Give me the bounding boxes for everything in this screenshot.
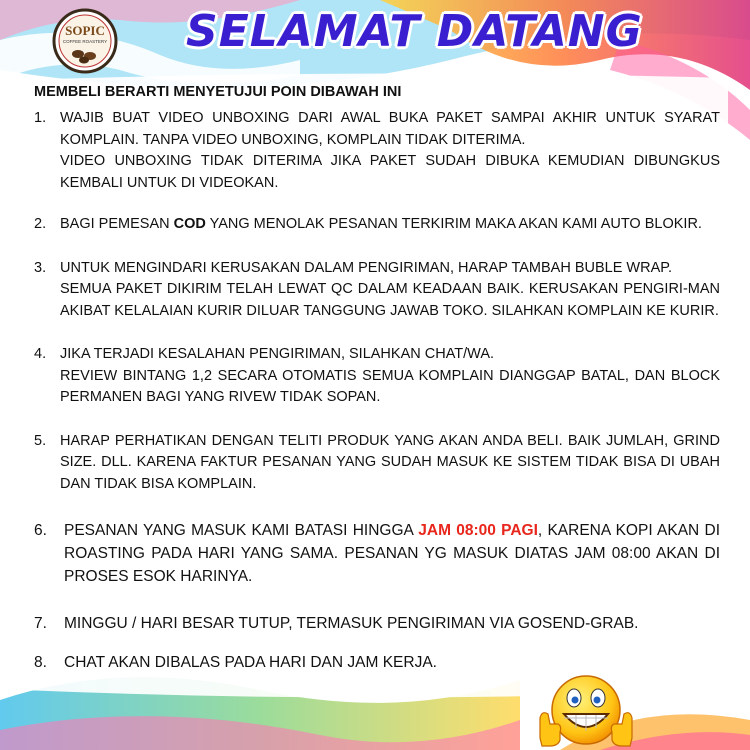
item-number: 4. xyxy=(34,346,47,362)
list-item xyxy=(30,612,720,635)
deadline-highlight: JAM 08:00 PAGI xyxy=(418,522,538,539)
item-text: BAGI PEMESAN xyxy=(60,216,174,232)
list-item xyxy=(30,431,720,496)
item-text: VIDEO UNBOXING TIDAK DITERIMA JIKA PAKET SUDAH DIBUKA KEMUDIAN DIBUNGKUS KEMBALI UNTUK DI VIDEOKAN. xyxy=(60,153,720,191)
list-item xyxy=(30,108,720,194)
item-text: YANG MENOLAK PESANAN TERKIRIM MAKA AKAN KAMI AUTO BLOKIR. xyxy=(205,216,702,232)
item-text: WAJIB BUAT VIDEO UNBOXING DARI AWAL BUKA PAKET SAMPAI AKHIR UNTUK SYARAT KOMPLAIN. TANPA VIDEO UNBOXING, KOMPLAIN TIDAK DITERIMA. xyxy=(60,110,720,148)
logo-text: SOPIC xyxy=(65,23,105,38)
item-text: PESANAN YANG MASUK KAMI BATASI HINGGA xyxy=(64,522,419,539)
rules-list xyxy=(30,108,720,674)
page-title: SELAMAT DATANG xyxy=(186,6,643,57)
item-text: CHAT AKAN DIBALAS PADA HARI DAN JAM KERJA. xyxy=(64,654,437,671)
logo-subtext: COFFEE ROASTERY xyxy=(62,39,108,44)
item-text: MINGGU / HARI BESAR TUTUP, TERMASUK PENGIRIMAN VIA GOSEND-GRAB. xyxy=(64,615,639,632)
item-text: REVIEW BINTANG 1,2 SECARA OTOMATIS SEMUA KOMPLAIN DIANGGAP BATAL, DAN BLOCK PERMANEN BAGI YANG RIVEW TIDAK SOPAN. xyxy=(60,367,720,405)
intro-heading: MEMBELI BERARTI MENYETUJUI POIN DIBAWAH INI xyxy=(34,84,402,100)
item-text: UNTUK MENGINDARI KERUSAKAN DALAM PENGIRIMAN, HARAP TAMBAH BUBLE WRAP. xyxy=(60,259,673,276)
item-number: 5. xyxy=(34,432,47,449)
list-item xyxy=(30,344,720,409)
item-number: 8. xyxy=(34,654,47,671)
list-item xyxy=(30,519,720,588)
item-text: SEMUA PAKET DIKIRIM TELAH LEWAT QC DALAM KEADAAN BAIK. KERUSAKAN PENGIRI-MAN AKIBAT KELALAIAN KURIR DILUAR TANGGUNG JAWAB TOKO. SILAHKAN KOMPLAIN KE KURIR. xyxy=(60,281,720,319)
thumbs-up-smiley-icon xyxy=(536,668,636,750)
item-text: HARAP PERHATIKAN DENGAN TELITI PRODUK YANG AKAN ANDA BELI. BAIK JUMLAH, GRIND SIZE. DLL. KARENA FAKTUR PESANAN YANG SUDAH MASUK KE SISTEM TIDAK BISA DI UBAH DAN TIDAK BISA KOMPLAIN. xyxy=(60,432,720,492)
cod-keyword: COD xyxy=(173,216,206,232)
item-number: 1. xyxy=(34,110,47,126)
item-number: 6. xyxy=(34,522,47,539)
item-number: 7. xyxy=(34,615,47,632)
item-number: 3. xyxy=(34,259,47,276)
item-number: 2. xyxy=(34,216,47,232)
list-item xyxy=(30,214,720,236)
list-item xyxy=(30,258,720,323)
item-text: , KARENA KOPI AKAN DI ROASTING PADA HARI YANG SAMA. PESANAN YG MASUK DIATAS JAM 08:00 AKAN DI PROSES ESOK HARINYA. xyxy=(64,522,721,585)
item-text: JIKA TERJADI KESALAHAN PENGIRIMAN, SILAHKAN CHAT/WA. xyxy=(60,346,495,362)
brand-logo xyxy=(50,8,120,74)
